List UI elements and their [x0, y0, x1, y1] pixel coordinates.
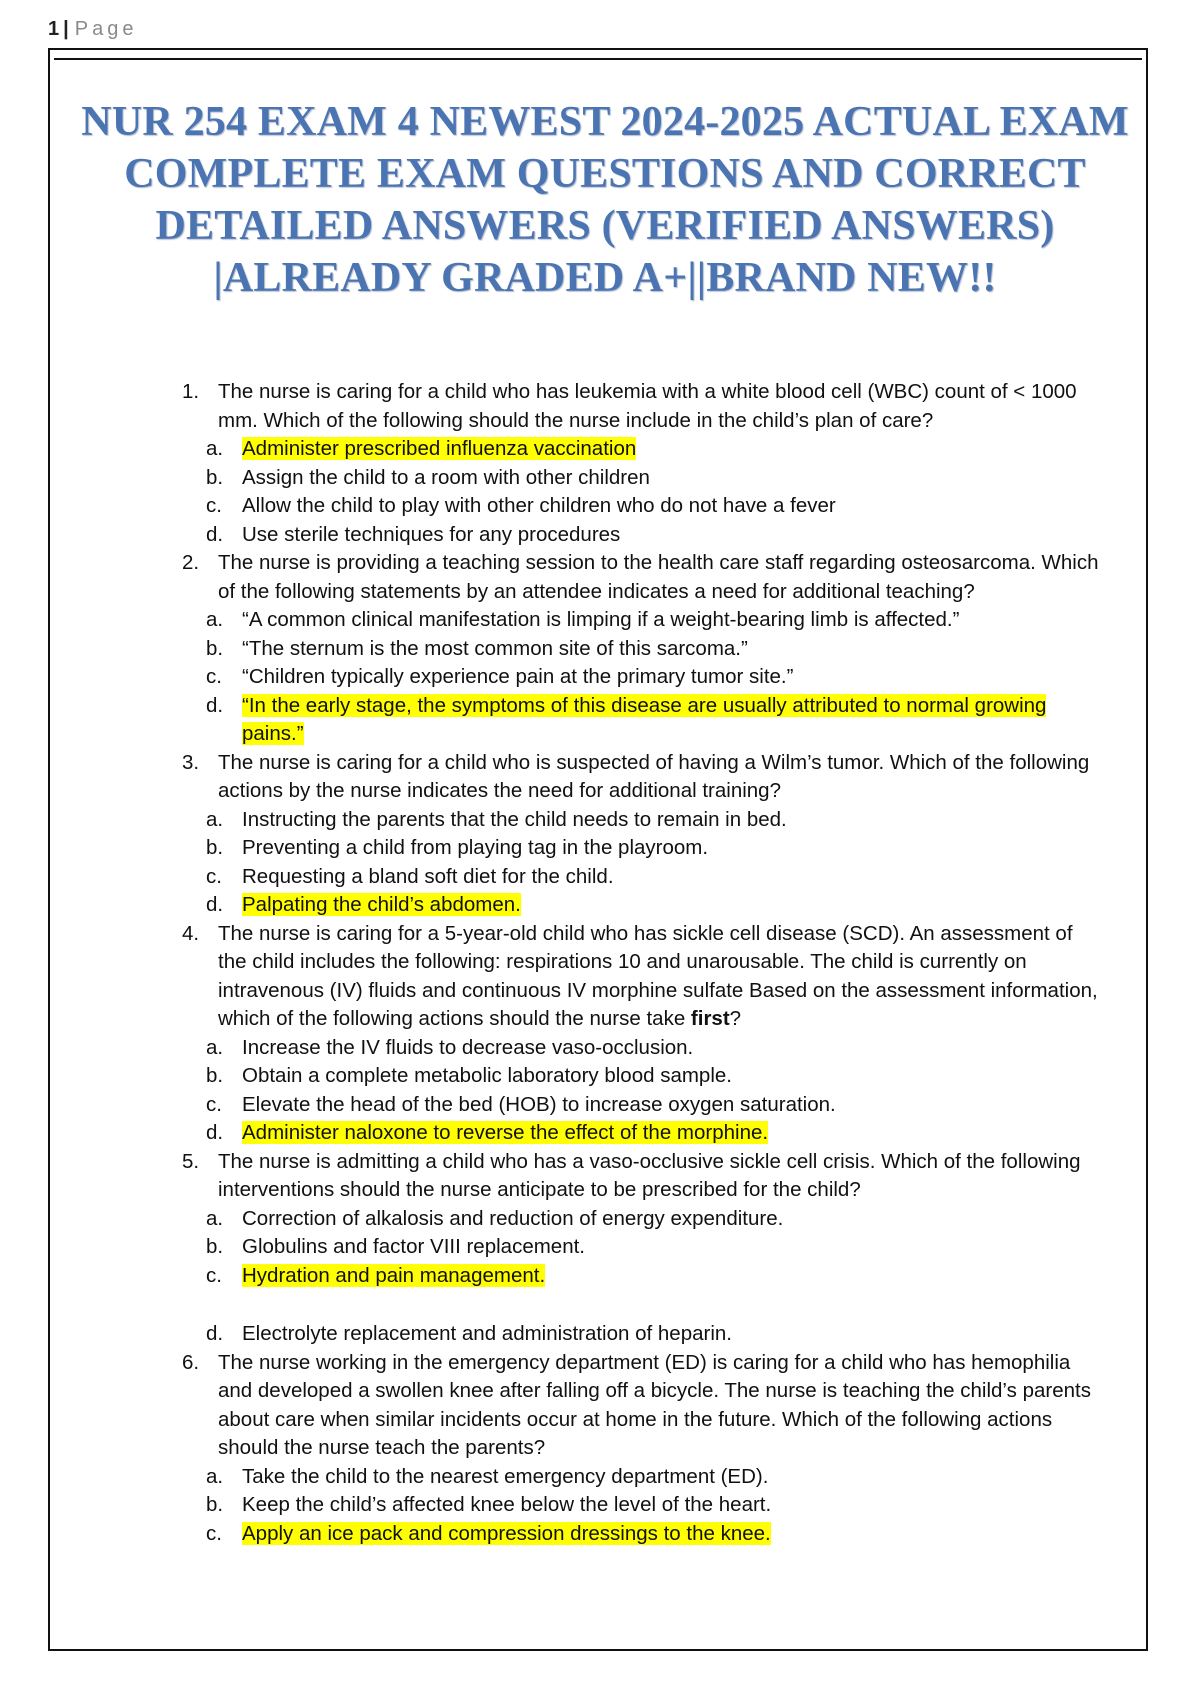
option-3a	[206, 806, 1100, 835]
option-5d	[206, 1320, 1100, 1349]
option-4d	[206, 1119, 1100, 1148]
option-text: Correction of alkalosis and reduction of energy expenditure.	[242, 1206, 784, 1230]
question-3-options	[206, 806, 1100, 920]
option-text: Assign the child to a room with other children	[242, 465, 650, 489]
option-text: Requesting a bland soft diet for the child.	[242, 864, 614, 888]
option-text: Preventing a child from playing tag in the playroom.	[242, 836, 709, 859]
option-5a	[206, 1205, 1100, 1234]
option-letter: a.	[206, 1035, 224, 1059]
option-text: “A common clinical manifestation is limping if a weight-bearing limb is affected.”	[242, 608, 960, 631]
page-number: 1	[48, 18, 60, 40]
option-3b	[206, 834, 1100, 863]
question-text: The nurse working in the emergency department (ED) is caring for a child who has hemophilia and developed a swollen knee after falling off a bicycle. The nurse is teaching the child’s parents about care when similar incidents occur at home in the future. Which of the following actions should the nurse teach the parents?	[218, 1350, 1091, 1459]
option-text: Take the child to the nearest emergency department (ED).	[242, 1464, 769, 1488]
page-header	[48, 18, 1128, 50]
option-text: Globulins and factor VIII replacement.	[242, 1235, 585, 1258]
option-text: Allow the child to play with other children who do not have a fever	[242, 494, 836, 517]
option-letter: a.	[206, 807, 224, 831]
question-2-options	[206, 606, 1100, 749]
option-text: Electrolyte replacement and administration of heparin.	[242, 1322, 732, 1345]
option-text-highlighted: Hydration and pain management.	[242, 1263, 546, 1287]
option-2b	[206, 635, 1100, 664]
option-letter: c.	[206, 1263, 222, 1287]
option-letter: b.	[206, 1493, 224, 1516]
question-text: The nurse is providing a teaching session to the health care staff regarding osteosarcoma. Which of the following statements by an attendee indicates a need for additional teaching?	[218, 551, 1099, 603]
option-text: “Children typically experience pain at the primary tumor site.”	[242, 665, 794, 688]
option-6b	[206, 1491, 1100, 1520]
question-number: 1.	[182, 380, 200, 403]
option-letter: d.	[206, 893, 224, 916]
option-5b	[206, 1233, 1100, 1262]
option-2a	[206, 606, 1100, 635]
option-text: Use sterile techniques for any procedures	[242, 522, 621, 546]
option-2c	[206, 663, 1100, 692]
question-emphasis: first	[690, 1007, 730, 1030]
option-text: Elevate the head of the bed (HOB) to increase oxygen saturation.	[242, 1092, 836, 1116]
option-1d	[206, 521, 1100, 550]
question-text: The nurse is caring for a child who has leukemia with a white blood cell (WBC) count of < 1000 mm. Which of the following should the nurse include in the child’s plan of care?	[218, 380, 1077, 432]
option-text: Obtain a complete metabolic laboratory blood sample.	[242, 1064, 732, 1087]
document-title: NUR 254 EXAM 4 NEWEST 2024-2025 ACTUAL EXAM COMPLETE EXAM QUESTIONS AND CORRECT DETAILED ANSWERS (VERIFIED ANSWERS) |ALREADY GRADED A+||BRAND NEW!!	[81, 99, 1129, 301]
option-letter: a.	[206, 1206, 224, 1230]
option-letter: c.	[206, 665, 222, 688]
question-list	[170, 378, 1100, 1548]
option-5c	[206, 1262, 1100, 1291]
option-letter: b.	[206, 836, 224, 859]
option-text-highlighted: Palpating the child’s abdomen.	[242, 893, 521, 916]
question-4-options	[206, 1034, 1100, 1148]
question-5	[170, 1148, 1100, 1205]
option-text-highlighted: “In the early stage, the symptoms of this disease are usually attributed to normal growing pains.”	[242, 693, 1047, 745]
option-text-highlighted: Apply an ice pack and compression dressings to the knee.	[242, 1521, 771, 1545]
option-letter: d.	[206, 1121, 224, 1144]
option-letter: d.	[206, 693, 224, 717]
option-letter: b.	[206, 1235, 224, 1258]
blank-line	[206, 1290, 1100, 1320]
option-3c	[206, 863, 1100, 892]
option-1b	[206, 464, 1100, 493]
question-number: 3.	[182, 750, 200, 774]
option-4b	[206, 1062, 1100, 1091]
question-1	[170, 378, 1100, 435]
question-number: 4.	[182, 921, 200, 945]
question-3	[170, 749, 1100, 806]
question-text-end: ?	[729, 1007, 742, 1030]
question-6	[170, 1349, 1100, 1463]
option-4c	[206, 1091, 1100, 1120]
option-text: Increase the IV fluids to decrease vaso-occlusion.	[242, 1035, 694, 1059]
page-separator: |	[63, 18, 69, 40]
option-1c	[206, 492, 1100, 521]
option-letter: b.	[206, 636, 224, 660]
option-letter: a.	[206, 437, 224, 460]
question-number: 2.	[182, 551, 200, 574]
option-text: Instructing the parents that the child needs to remain in bed.	[242, 807, 787, 831]
option-letter: a.	[206, 1464, 224, 1488]
border-double-line	[54, 58, 1142, 60]
option-text: “The sternum is the most common site of this sarcoma.”	[242, 636, 748, 660]
option-text-highlighted: Administer prescribed influenza vaccination	[242, 437, 637, 460]
option-4a	[206, 1034, 1100, 1063]
option-6a	[206, 1463, 1100, 1492]
option-6c	[206, 1520, 1100, 1549]
question-text: The nurse is admitting a child who has a vaso-occlusive sickle cell crisis. Which of the following interventions should the nurse anticipate to be prescribed for the child?	[218, 1149, 1081, 1201]
option-1a	[206, 435, 1100, 464]
option-3d	[206, 891, 1100, 920]
option-letter: d.	[206, 1322, 224, 1345]
question-number: 5.	[182, 1149, 200, 1173]
question-text-main: The nurse is caring for a 5-year-old child who has sickle cell disease (SCD). An assessment of the child includes the following: respirations 10 and unarousable. The child is currently on intravenous (IV) fluids and continuous IV morphine sulfate Based on the assessment information, which of the following actions should the nurse take	[218, 921, 1098, 1030]
option-letter: b.	[206, 465, 224, 489]
option-letter: c.	[206, 1092, 222, 1116]
question-number: 6.	[182, 1350, 200, 1374]
option-letter: b.	[206, 1064, 224, 1087]
question-2	[170, 549, 1100, 606]
page-label: Page	[74, 18, 138, 40]
option-letter: c.	[206, 1521, 222, 1545]
question-1-options	[206, 435, 1100, 549]
question-text: The nurse is caring for a child who is suspected of having a Wilm’s tumor. Which of the following actions by the nurse indicates the need for additional training?	[218, 750, 1090, 802]
question-5-options	[206, 1205, 1100, 1349]
option-letter: c.	[206, 864, 222, 888]
question-6-options	[206, 1463, 1100, 1549]
option-letter: c.	[206, 494, 222, 517]
option-text-highlighted: Administer naloxone to reverse the effect of the morphine.	[242, 1121, 769, 1144]
option-letter: d.	[206, 522, 224, 546]
option-letter: a.	[206, 608, 224, 631]
option-2d	[206, 692, 1100, 749]
option-text: Keep the child’s affected knee below the level of the heart.	[242, 1493, 772, 1516]
question-text	[218, 920, 1100, 1034]
question-4	[170, 920, 1100, 1034]
